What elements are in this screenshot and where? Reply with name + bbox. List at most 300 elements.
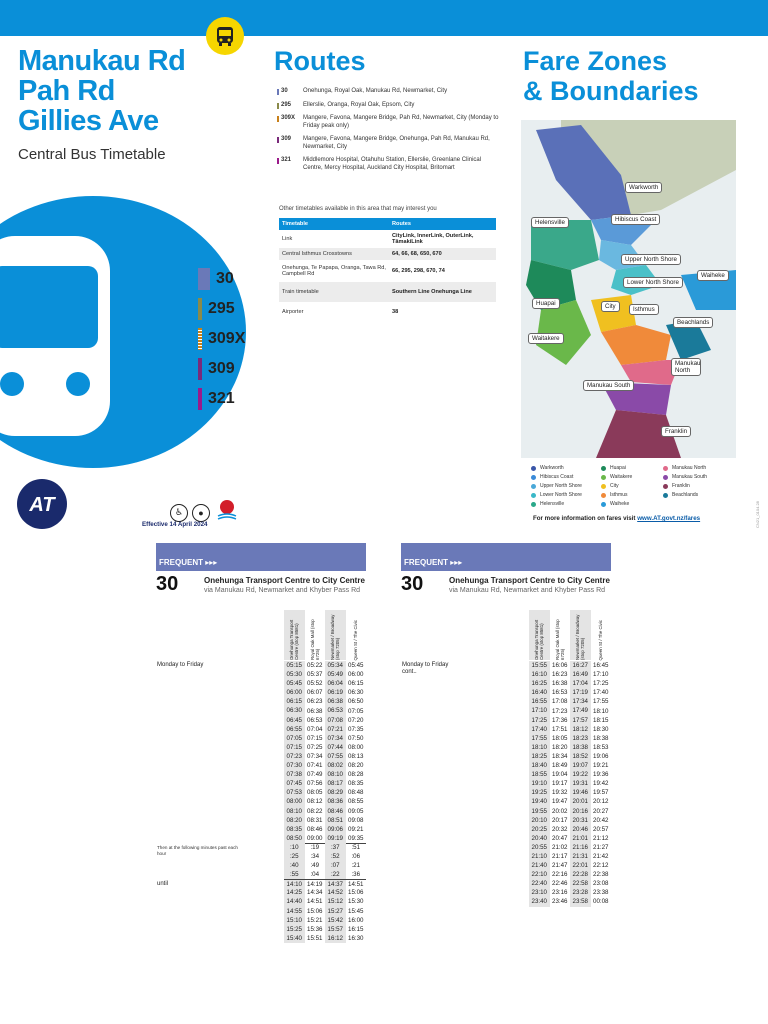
time-cell: 17:40 xyxy=(529,725,550,734)
table-row xyxy=(529,825,611,834)
stop-header: Royal Oak Mall (stop 6725) xyxy=(309,619,320,660)
time-cell: 22:10 xyxy=(529,870,550,879)
time-cell: 14:55 xyxy=(284,907,305,916)
time-cell: :34 xyxy=(310,853,320,861)
time-cell: 16:53 xyxy=(552,689,568,697)
time-cell: 00:08 xyxy=(593,898,609,906)
time-cell: 15:55 xyxy=(529,661,550,670)
table-row: Link CityLink, InnerLink, OuterLink, TāmakiLink xyxy=(282,233,474,245)
time-cell: 06:55 xyxy=(284,725,305,734)
page-title-line: Gillies Ave xyxy=(18,105,159,137)
time-cell: 14:51 xyxy=(307,898,323,906)
time-cell: 18:12 xyxy=(570,725,591,734)
route-color-bar xyxy=(198,358,202,380)
time-cell: 05:30 xyxy=(284,670,305,679)
time-cell: 05:37 xyxy=(307,671,323,679)
time-cell: 08:36 xyxy=(325,797,346,806)
time-cell: 07:49 xyxy=(307,771,323,779)
table-row xyxy=(284,888,366,897)
table-row xyxy=(529,897,611,906)
time-cell: 16:12 xyxy=(325,934,346,943)
time-cell: :25 xyxy=(284,852,305,861)
table-row xyxy=(529,779,611,788)
time-cell: :10 xyxy=(284,843,305,852)
time-cell: 09:00 xyxy=(307,834,323,842)
time-cell: 06:38 xyxy=(325,697,346,706)
stop-headers xyxy=(529,610,611,660)
time-cell: 20:40 xyxy=(529,834,550,843)
time-cell: 19:04 xyxy=(552,771,568,779)
time-cell: 22:12 xyxy=(593,862,609,870)
time-cell: 22:01 xyxy=(570,861,591,870)
time-cell: 19:46 xyxy=(570,788,591,797)
table-row xyxy=(284,770,366,779)
time-cell: 20:32 xyxy=(552,825,568,833)
time-cell: 19:42 xyxy=(593,780,609,788)
top-bar xyxy=(0,0,768,36)
time-cell: 07:20 xyxy=(348,716,364,724)
time-cell: 07:05 xyxy=(348,707,364,715)
map-label-helensville: Helensville xyxy=(531,217,569,228)
time-cell: 17:25 xyxy=(593,680,609,688)
table-row xyxy=(284,743,366,752)
map-label-huapai: Huapai xyxy=(532,298,560,309)
time-cell: 07:05 xyxy=(284,734,305,743)
routes-list xyxy=(277,88,502,178)
time-cell: 19:55 xyxy=(529,807,550,816)
wheelchair-icon: ♿ xyxy=(170,504,188,522)
route-badge-309[interactable]: 309 xyxy=(198,355,245,382)
time-cell: 08:10 xyxy=(325,770,346,779)
time-cell: 20:42 xyxy=(593,816,609,824)
time-cell: 05:15 xyxy=(284,661,305,670)
table-row xyxy=(284,670,366,679)
time-cell: 19:57 xyxy=(593,789,609,797)
time-cell: 08:12 xyxy=(307,798,323,806)
time-cell: :04 xyxy=(310,871,320,879)
time-cell: 20:10 xyxy=(529,816,550,825)
route-badge-309x[interactable]: 309X xyxy=(198,325,245,352)
table-row: Train timetable Southern Line Onehunga Line xyxy=(279,282,496,302)
map-label-hibiscus-coast: Hibiscus Coast xyxy=(611,214,660,225)
route-item: 321 Middlemore Hospital, Otahuhu Station, Ellerslie, Greenlane Clinical Centre, Mercy Hospital, Auckland City Hospital, Britomart xyxy=(277,157,502,172)
route-destination: Onehunga Transport Centre to City Centre xyxy=(204,576,365,585)
then-label: Then at the following minutes past each hour xyxy=(157,845,238,856)
time-cell: 19:22 xyxy=(570,770,591,779)
time-cell: 18:55 xyxy=(529,770,550,779)
time-cell: 17:55 xyxy=(593,698,609,706)
time-cell: 17:10 xyxy=(529,706,550,715)
time-cell: 06:00 xyxy=(348,671,364,679)
route-color-bar xyxy=(198,328,202,350)
day-label: Monday to Friday cont.. xyxy=(402,662,449,675)
time-cell: 15:06 xyxy=(307,907,323,915)
route-destination: Onehunga Transport Centre to City Centre xyxy=(449,576,610,585)
time-cell: 18:23 xyxy=(570,734,591,743)
time-cell: 20:17 xyxy=(552,816,568,824)
legend-item: Manukau South xyxy=(663,473,731,481)
table-row xyxy=(284,870,366,879)
time-cell: 09:06 xyxy=(325,825,346,834)
time-cell: 08:48 xyxy=(348,789,364,797)
time-cell: 08:20 xyxy=(284,816,305,825)
time-cell: 19:40 xyxy=(529,797,550,806)
table-row xyxy=(529,725,611,734)
time-cell: 17:23 xyxy=(552,707,568,715)
time-cell: 09:08 xyxy=(348,816,364,824)
time-cell: 20:55 xyxy=(529,843,550,852)
until-label: until xyxy=(157,881,169,887)
time-cell: 08:20 xyxy=(348,762,364,770)
route-badge-30[interactable]: 30 xyxy=(198,265,245,292)
col-header-timetable: Timetable xyxy=(279,218,389,230)
legend-item: Warkworth xyxy=(531,464,601,472)
time-cell: 16:27 xyxy=(570,661,591,670)
fare-zones-heading: Fare Zones & Boundaries xyxy=(523,46,699,106)
route-via: via Manukau Rd, Newmarket and Khyber Pass Rd xyxy=(449,587,606,594)
time-cell: 07:45 xyxy=(284,779,305,788)
time-cell: 07:15 xyxy=(284,743,305,752)
time-cell: 19:07 xyxy=(570,761,591,770)
time-cell: 06:04 xyxy=(325,679,346,688)
table-row xyxy=(529,752,611,761)
other-timetables-table xyxy=(279,218,496,322)
time-cell: 15:40 xyxy=(284,934,305,943)
time-cell: 16:10 xyxy=(529,670,550,679)
time-cell: 23:16 xyxy=(552,889,568,897)
other-timetables-note: Other timetables available in this area that may interest you xyxy=(279,206,437,212)
time-cell: 06:15 xyxy=(348,680,364,688)
time-cell: 23:10 xyxy=(529,888,550,897)
time-cell: 21:01 xyxy=(570,834,591,843)
table-row: Central Isthmus Crosstowns 64, 66, 68, 650, 670 xyxy=(279,248,496,260)
time-cell: 14:40 xyxy=(284,897,305,906)
table-row xyxy=(529,688,611,697)
table-row: Airporter 38 xyxy=(282,309,399,315)
time-cell: 18:10 xyxy=(529,743,550,752)
stop-header: Newmarket / Broadway (stop 7205) xyxy=(575,614,586,660)
time-cell: 19:25 xyxy=(529,788,550,797)
table-row xyxy=(529,807,611,816)
time-cell: 19:17 xyxy=(552,780,568,788)
time-cell: :37 xyxy=(325,843,346,852)
route-item: 309X Mangere, Favona, Mangere Bridge, Pah Rd, Newmarket, City (Monday to Friday peak only) xyxy=(277,115,502,130)
time-cell: 20:02 xyxy=(552,807,568,815)
table-row xyxy=(529,743,611,752)
time-cell: 09:35 xyxy=(348,834,364,842)
time-cell: 08:22 xyxy=(307,807,323,815)
time-cell: 15:30 xyxy=(348,898,364,906)
time-cell: 05:49 xyxy=(325,670,346,679)
effective-date: Effective 14 April 2024 xyxy=(142,521,208,528)
time-cell: :06 xyxy=(351,853,361,861)
map-label-lower-north-shore: Lower North Shore xyxy=(623,277,683,288)
time-cell: 20:16 xyxy=(570,807,591,816)
legend-item: Lower North Shore xyxy=(531,491,601,499)
time-cell: 05:52 xyxy=(307,680,323,688)
time-cell: 17:19 xyxy=(570,688,591,697)
table-row xyxy=(529,788,611,797)
stop-header: Queen St / The Civic xyxy=(598,619,604,660)
time-cell: 17:57 xyxy=(570,716,591,725)
time-cell: 08:46 xyxy=(325,807,346,816)
time-cell: 08:05 xyxy=(307,789,323,797)
time-cell: 20:47 xyxy=(552,834,568,842)
time-cell: 19:47 xyxy=(552,798,568,806)
svg-text:AT: AT xyxy=(29,494,55,516)
legend-item: Beachlands xyxy=(663,491,731,499)
time-cell: 07:56 xyxy=(307,780,323,788)
table-row xyxy=(284,934,366,943)
legend-item: Upper North Shore xyxy=(531,482,601,490)
timetable-grid xyxy=(529,661,611,907)
time-cell: 17:49 xyxy=(570,706,591,715)
time-cell: 20:31 xyxy=(570,816,591,825)
time-cell: 06:45 xyxy=(284,716,305,725)
fare-zone-map[interactable] xyxy=(521,120,736,458)
time-cell: 08:46 xyxy=(307,825,323,833)
time-cell: 17:40 xyxy=(593,689,609,697)
time-cell: 09:05 xyxy=(348,807,364,815)
time-cell: 07:30 xyxy=(284,761,305,770)
time-cell: 08:31 xyxy=(307,816,323,824)
route-item: 295 Ellerslie, Oranga, Royal Oak, Epsom, City xyxy=(277,102,502,110)
chevron-right-icon: ▸▸▸ xyxy=(205,558,218,567)
time-cell: 21:40 xyxy=(529,861,550,870)
time-cell: 14:19 xyxy=(307,880,323,888)
time-cell: 15:27 xyxy=(325,907,346,916)
chevron-right-icon: ▸▸▸ xyxy=(450,558,463,567)
time-cell: 15:36 xyxy=(307,925,323,933)
table-row xyxy=(284,788,366,797)
time-cell: 18:34 xyxy=(552,752,568,760)
time-cell: 15:06 xyxy=(348,889,364,897)
time-cell: 07:38 xyxy=(284,770,305,779)
time-cell: 16:23 xyxy=(552,671,568,679)
legend-item: Waitakere xyxy=(601,473,663,481)
time-cell: 14:52 xyxy=(325,888,346,897)
table-row xyxy=(284,761,366,770)
time-cell: 22:58 xyxy=(570,879,591,888)
table-row xyxy=(284,861,366,870)
time-cell: 08:55 xyxy=(348,798,364,806)
table-row xyxy=(284,897,366,906)
table-row xyxy=(529,761,611,770)
table-row xyxy=(284,661,366,670)
table-row xyxy=(529,770,611,779)
table-row xyxy=(284,843,366,852)
time-cell: 16:45 xyxy=(593,662,609,670)
map-label-manukau-south: Manukau South xyxy=(583,380,634,391)
time-cell: 08:10 xyxy=(284,807,305,816)
time-cell: 06:30 xyxy=(284,706,305,715)
time-cell: 19:21 xyxy=(593,762,609,770)
table-row xyxy=(284,779,366,788)
time-cell: 07:15 xyxy=(307,734,323,742)
time-cell: 18:38 xyxy=(593,734,609,742)
route-badge-295[interactable]: 295 xyxy=(198,295,245,322)
time-cell: 23:28 xyxy=(570,888,591,897)
map-label-manukau-north: Manukau North xyxy=(671,358,701,376)
time-cell: 17:08 xyxy=(552,698,568,706)
table-row xyxy=(284,679,366,688)
time-cell: 08:00 xyxy=(348,743,364,751)
time-cell: 22:38 xyxy=(593,871,609,879)
route-via: via Manukau Rd, Newmarket and Khyber Pass Rd xyxy=(204,587,361,594)
table-row xyxy=(284,879,366,888)
time-cell: :49 xyxy=(310,862,320,870)
time-cell: :40 xyxy=(284,861,305,870)
time-cell: 06:50 xyxy=(348,698,364,706)
map-label-waitakere: Waitakere xyxy=(528,333,564,344)
table-row xyxy=(284,697,366,706)
time-cell: 17:34 xyxy=(570,697,591,706)
document-code: CN21_0104.28 xyxy=(755,501,760,528)
at-logo xyxy=(16,478,68,530)
legend-item: Waiheke xyxy=(601,500,663,508)
route-badge-321[interactable]: 321 xyxy=(198,385,245,412)
time-cell: 20:12 xyxy=(593,798,609,806)
route-number: 30 xyxy=(401,573,424,595)
time-cell: 15:25 xyxy=(284,925,305,934)
time-cell: 18:10 xyxy=(593,707,609,715)
table-row xyxy=(529,834,611,843)
map-label-beachlands: Beachlands xyxy=(673,317,713,328)
table-row xyxy=(529,861,611,870)
time-cell: 19:31 xyxy=(570,779,591,788)
time-cell: 08:13 xyxy=(348,752,364,760)
time-cell: 07:21 xyxy=(325,725,346,734)
route-color-bar xyxy=(198,298,202,320)
table-row xyxy=(284,797,366,806)
stop-header: Onehunga Transport Centre (stop 8581) xyxy=(289,619,300,660)
time-cell: 08:02 xyxy=(325,761,346,770)
table-row xyxy=(529,670,611,679)
fares-link[interactable]: www.AT.govt.nz/fares xyxy=(637,515,701,522)
route-badges xyxy=(198,265,245,415)
page-subtitle: Central Bus Timetable xyxy=(18,146,166,163)
time-cell: 14:51 xyxy=(348,880,364,888)
stop-header: Royal Oak Mall (stop 6725) xyxy=(554,619,565,660)
time-cell: 07:50 xyxy=(348,734,364,742)
time-cell: 21:16 xyxy=(570,843,591,852)
legend-item: Isthmus xyxy=(601,491,663,499)
time-cell: 19:06 xyxy=(593,752,609,760)
time-cell: :36 xyxy=(351,871,361,879)
time-cell: 16:49 xyxy=(570,670,591,679)
table-row xyxy=(529,797,611,806)
bus-icon xyxy=(206,17,244,55)
time-cell: 05:45 xyxy=(284,679,305,688)
time-cell: 15:21 xyxy=(307,916,323,924)
table-row xyxy=(529,679,611,688)
time-cell: 08:28 xyxy=(348,771,364,779)
time-cell: 23:46 xyxy=(552,898,568,906)
time-cell: :51 xyxy=(351,844,361,852)
legend-item: Huapai xyxy=(601,464,663,472)
time-cell: :55 xyxy=(284,870,305,879)
time-cell: 08:00 xyxy=(284,797,305,806)
frequent-tag: FREQUENT ▸▸▸ xyxy=(401,543,611,571)
time-cell: 21:47 xyxy=(552,862,568,870)
table-row xyxy=(284,907,366,916)
time-cell: 18:40 xyxy=(529,761,550,770)
time-cell: 21:31 xyxy=(570,852,591,861)
table-row xyxy=(529,870,611,879)
time-cell: 16:06 xyxy=(552,662,568,670)
routes-heading: Routes xyxy=(274,46,366,76)
time-cell: :52 xyxy=(325,852,346,861)
table-row xyxy=(284,807,366,816)
time-cell: 07:53 xyxy=(284,788,305,797)
time-cell: 16:25 xyxy=(529,679,550,688)
time-cell: 17:55 xyxy=(529,734,550,743)
time-cell: 07:41 xyxy=(307,762,323,770)
time-cell: 06:19 xyxy=(325,688,346,697)
time-cell: :19 xyxy=(310,844,320,852)
table-row xyxy=(284,752,366,761)
time-cell: 14:34 xyxy=(307,889,323,897)
time-cell: 16:38 xyxy=(552,680,568,688)
time-cell: 22:28 xyxy=(570,870,591,879)
map-label-warkworth: Warkworth xyxy=(625,182,662,193)
map-label-city: City xyxy=(601,301,620,312)
table-row xyxy=(529,879,611,888)
time-cell: 06:23 xyxy=(307,698,323,706)
time-cell: 19:36 xyxy=(593,771,609,779)
time-cell: 09:21 xyxy=(348,825,364,833)
table-row xyxy=(529,843,611,852)
time-cell: 08:29 xyxy=(325,788,346,797)
time-cell: 08:51 xyxy=(325,816,346,825)
time-cell: 20:01 xyxy=(570,797,591,806)
legend-item: Franklin xyxy=(663,482,731,490)
table-row xyxy=(284,716,366,725)
map-label-waiheke: Waiheke xyxy=(697,270,729,281)
time-cell: 06:15 xyxy=(284,697,305,706)
time-cell: 21:17 xyxy=(552,853,568,861)
route-item: 30 Onehunga, Royal Oak, Manukau Rd, Newmarket, City xyxy=(277,88,502,96)
map-label-franklin: Franklin xyxy=(661,426,691,437)
fare-zone-legend xyxy=(531,464,731,508)
time-cell: 08:35 xyxy=(284,825,305,834)
table-row xyxy=(284,834,366,843)
table-row xyxy=(529,816,611,825)
timetable-right xyxy=(401,543,611,906)
time-cell: 16:30 xyxy=(348,934,364,942)
time-cell: 18:05 xyxy=(552,734,568,742)
time-cell: 15:45 xyxy=(348,907,364,915)
time-cell: 23:38 xyxy=(593,889,609,897)
page-title-line: Manukau Rd xyxy=(18,45,186,77)
time-cell: 18:49 xyxy=(552,762,568,770)
time-cell: 07:25 xyxy=(307,743,323,751)
time-cell: 06:53 xyxy=(307,716,323,724)
time-cell: 08:50 xyxy=(284,834,305,843)
table-row xyxy=(529,716,611,725)
time-cell: 05:34 xyxy=(325,661,346,670)
auckland-council-logo-icon xyxy=(214,497,240,528)
time-cell: 23:58 xyxy=(570,897,591,906)
table-row xyxy=(529,706,611,715)
table-row xyxy=(529,697,611,706)
title-block xyxy=(18,46,185,163)
time-cell: 18:38 xyxy=(570,743,591,752)
time-cell: 18:30 xyxy=(593,725,609,733)
time-cell: 07:44 xyxy=(325,743,346,752)
time-cell: 18:20 xyxy=(552,743,568,751)
time-cell: 20:25 xyxy=(529,825,550,834)
